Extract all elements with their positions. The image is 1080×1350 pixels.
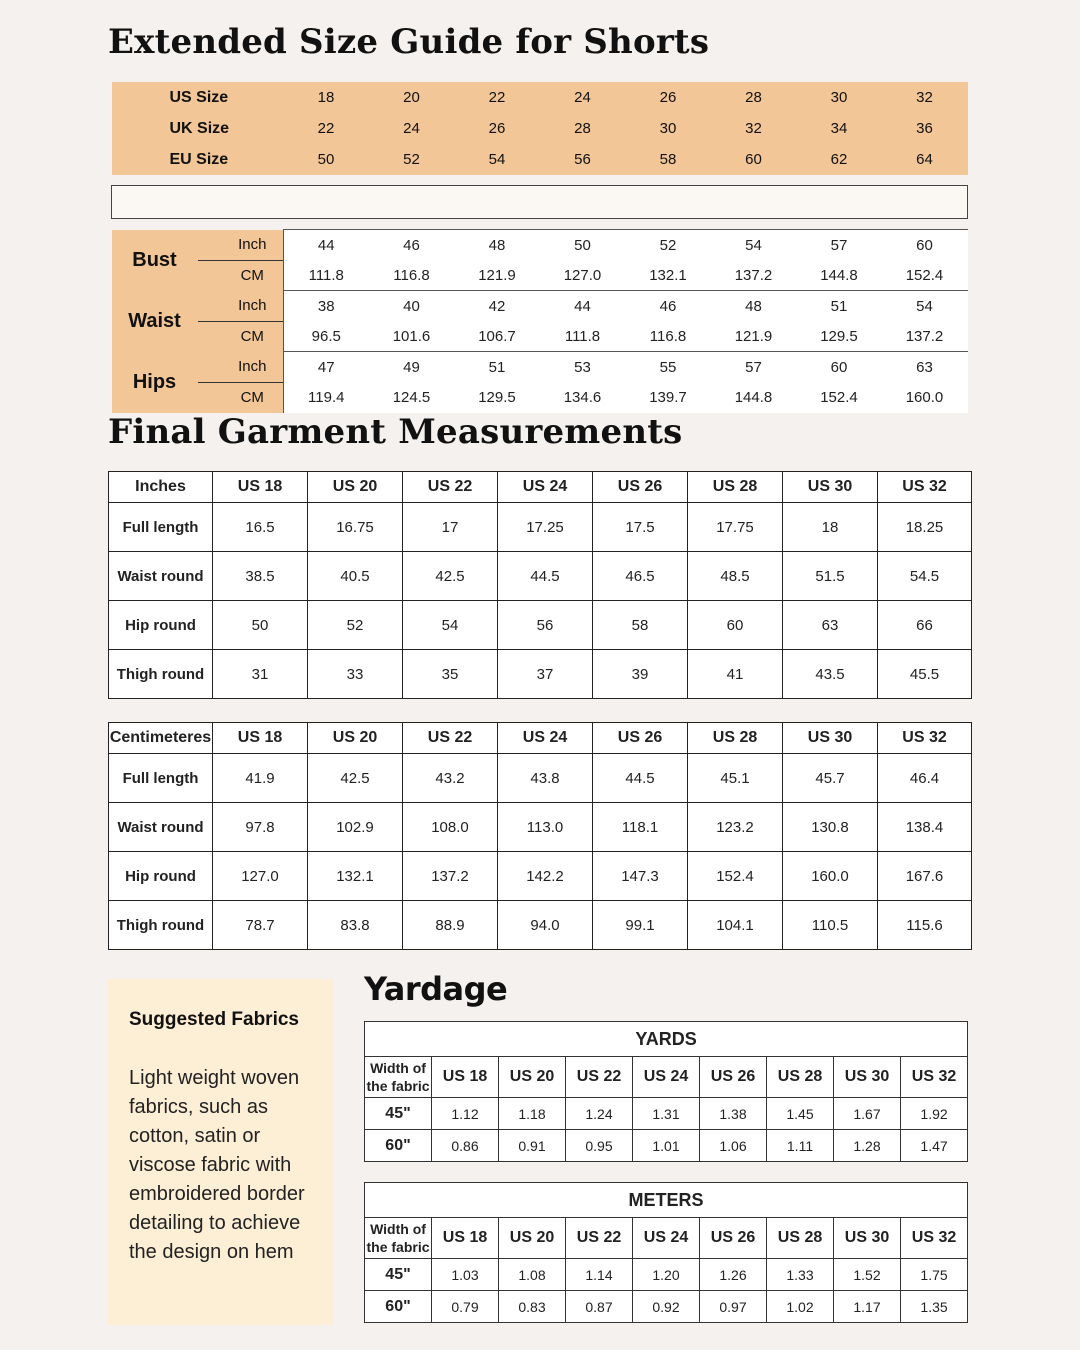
yardage-value: 1.14 xyxy=(566,1259,633,1291)
size-value: 20 xyxy=(369,82,455,113)
row-label: Full length xyxy=(109,503,213,552)
yardage-value: 1.08 xyxy=(499,1259,566,1291)
yardage-value: 1.20 xyxy=(633,1259,700,1291)
yardage-value: 1.03 xyxy=(432,1259,499,1291)
measurement-inch-value: 42 xyxy=(455,291,540,322)
centimeters-table xyxy=(108,722,972,950)
table-row xyxy=(109,901,972,950)
size-value: 50 xyxy=(284,144,369,175)
measurement-name: Bust xyxy=(112,230,198,291)
width-label-line: the fabric xyxy=(366,1239,430,1255)
measurement-inch-value: 57 xyxy=(711,352,797,383)
yardage-value: 1.18 xyxy=(499,1098,566,1130)
table-cell: 17.25 xyxy=(498,503,593,552)
column-header: US 20 xyxy=(499,1057,566,1098)
measurement-inch-value: 60 xyxy=(882,230,968,261)
measurement-name: Hips xyxy=(112,352,198,413)
table-cell: 110.5 xyxy=(783,901,878,950)
size-guide-table xyxy=(111,82,968,413)
measurement-row xyxy=(112,260,968,291)
column-header: US 28 xyxy=(688,723,783,754)
yardage-value: 1.17 xyxy=(834,1291,901,1323)
yardage-value: 1.06 xyxy=(700,1130,767,1162)
unit-label-inch: Inch xyxy=(198,291,284,322)
yardage-value: 1.67 xyxy=(834,1098,901,1130)
yardage-header-row xyxy=(365,1057,968,1098)
yardage-value: 1.01 xyxy=(633,1130,700,1162)
table-cell: 35 xyxy=(403,650,498,699)
column-header: US 30 xyxy=(834,1057,901,1098)
yardage-value: 1.38 xyxy=(700,1098,767,1130)
yardage-unit-header: METERS xyxy=(365,1183,968,1218)
yardage-value: 0.79 xyxy=(432,1291,499,1323)
measurement-cm-value: 144.8 xyxy=(711,382,797,413)
yardage-value: 1.24 xyxy=(566,1098,633,1130)
measurement-inch-value: 38 xyxy=(284,291,369,322)
table-cell: 54 xyxy=(403,601,498,650)
measurement-inch-value: 46 xyxy=(626,291,711,322)
size-value: 52 xyxy=(369,144,455,175)
table-cell: 83.8 xyxy=(308,901,403,950)
table-cell: 44.5 xyxy=(498,552,593,601)
size-value: 30 xyxy=(797,82,882,113)
table-cell: 66 xyxy=(878,601,972,650)
size-value: 54 xyxy=(455,144,540,175)
suggested-fabrics-box xyxy=(108,979,334,1325)
table-cell: 43.8 xyxy=(498,754,593,803)
yardage-value: 1.26 xyxy=(700,1259,767,1291)
table-cell: 132.1 xyxy=(308,852,403,901)
table-cell: 33 xyxy=(308,650,403,699)
table-cell: 45.1 xyxy=(688,754,783,803)
measurement-cm-value: 152.4 xyxy=(797,382,882,413)
measurement-cm-value: 134.6 xyxy=(540,382,626,413)
table-cell: 17 xyxy=(403,503,498,552)
yards-table xyxy=(364,1021,968,1162)
table-row xyxy=(109,754,972,803)
size-system-label: UK Size xyxy=(112,113,284,144)
yardage-title-row xyxy=(365,1183,968,1218)
yardage-row xyxy=(365,1130,968,1162)
yardage-value: 0.86 xyxy=(432,1130,499,1162)
size-value: 28 xyxy=(540,113,626,144)
measurement-cm-value: 144.8 xyxy=(797,260,882,291)
final-measurements-title: Final Garment Measurements xyxy=(108,412,683,452)
measurement-cm-value: 124.5 xyxy=(369,382,455,413)
column-header: US 22 xyxy=(566,1218,633,1259)
size-value: 34 xyxy=(797,113,882,144)
measurement-cm-value: 121.9 xyxy=(711,321,797,352)
column-header: US 20 xyxy=(499,1218,566,1259)
yardage-value: 0.83 xyxy=(499,1291,566,1323)
table-row xyxy=(109,601,972,650)
column-header: US 24 xyxy=(498,472,593,503)
table-cell: 123.2 xyxy=(688,803,783,852)
yardage-value: 1.12 xyxy=(432,1098,499,1130)
column-header: US 24 xyxy=(633,1057,700,1098)
width-of-fabric-label xyxy=(365,1057,432,1098)
fabric-width-label: 45" xyxy=(365,1259,432,1291)
table-cell: 41.9 xyxy=(213,754,308,803)
table-cell: 54.5 xyxy=(878,552,972,601)
measurement-inch-value: 54 xyxy=(711,230,797,261)
measurement-cm-value: 129.5 xyxy=(455,382,540,413)
yardage-row xyxy=(365,1098,968,1130)
size-header-row xyxy=(112,113,968,144)
table-cell: 50 xyxy=(213,601,308,650)
measurement-inch-value: 44 xyxy=(284,230,369,261)
row-label: Hip round xyxy=(109,852,213,901)
yardage-unit-header: YARDS xyxy=(365,1022,968,1057)
row-label: Thigh round xyxy=(109,650,213,699)
table-cell: 160.0 xyxy=(783,852,878,901)
table-cell: 108.0 xyxy=(403,803,498,852)
column-header: US 30 xyxy=(834,1218,901,1259)
table-cell: 115.6 xyxy=(878,901,972,950)
width-of-fabric-label xyxy=(365,1218,432,1259)
size-value: 22 xyxy=(284,113,369,144)
yardage-value: 1.33 xyxy=(767,1259,834,1291)
size-value: 36 xyxy=(882,113,968,144)
size-value: 26 xyxy=(626,82,711,113)
table-cell: 17.75 xyxy=(688,503,783,552)
unit-label-cm: CM xyxy=(198,382,284,413)
yardage-value: 1.92 xyxy=(901,1098,968,1130)
size-value: 24 xyxy=(540,82,626,113)
measurement-name: Waist xyxy=(112,291,198,352)
size-value: 24 xyxy=(369,113,455,144)
measurement-cm-value: 106.7 xyxy=(455,321,540,352)
measurement-cm-value: 111.8 xyxy=(284,260,369,291)
table-cell: 42.5 xyxy=(308,754,403,803)
column-header: US 22 xyxy=(403,472,498,503)
table-cell: 142.2 xyxy=(498,852,593,901)
table-cell: 60 xyxy=(688,601,783,650)
table-cell: 94.0 xyxy=(498,901,593,950)
table-cell: 97.8 xyxy=(213,803,308,852)
column-header: US 28 xyxy=(767,1218,834,1259)
measurement-cm-value: 129.5 xyxy=(797,321,882,352)
unit-label-cm: CM xyxy=(198,321,284,352)
yardage-value: 0.91 xyxy=(499,1130,566,1162)
table-cell: 46.5 xyxy=(593,552,688,601)
table-cell: 45.5 xyxy=(878,650,972,699)
column-header: US 30 xyxy=(783,472,878,503)
unit-label-inch: Inch xyxy=(198,352,284,383)
column-header: US 24 xyxy=(633,1218,700,1259)
measurement-inch-value: 47 xyxy=(284,352,369,383)
measurement-inch-value: 51 xyxy=(455,352,540,383)
table-cell: 43.5 xyxy=(783,650,878,699)
size-value: 58 xyxy=(626,144,711,175)
fabric-width-label: 60" xyxy=(365,1130,432,1162)
yardage-value: 1.47 xyxy=(901,1130,968,1162)
table-cell: 99.1 xyxy=(593,901,688,950)
table-cell: 118.1 xyxy=(593,803,688,852)
meters-table xyxy=(364,1182,968,1323)
size-value: 28 xyxy=(711,82,797,113)
yardage-value: 0.97 xyxy=(700,1291,767,1323)
table-cell: 31 xyxy=(213,650,308,699)
table-cell: 137.2 xyxy=(403,852,498,901)
yardage-value: 1.52 xyxy=(834,1259,901,1291)
size-header-row xyxy=(112,82,968,113)
yardage-value: 1.02 xyxy=(767,1291,834,1323)
size-header-row xyxy=(112,144,968,175)
measurement-cm-value: 152.4 xyxy=(882,260,968,291)
column-header: US 26 xyxy=(593,723,688,754)
column-header: US 30 xyxy=(783,723,878,754)
measurement-inch-value: 53 xyxy=(540,352,626,383)
table-cell: 152.4 xyxy=(688,852,783,901)
table-cell: 88.9 xyxy=(403,901,498,950)
measurement-row xyxy=(112,382,968,413)
table-row xyxy=(109,852,972,901)
yardage-value: 0.95 xyxy=(566,1130,633,1162)
table-corner-label: Centimeteres xyxy=(109,723,213,754)
table-cell: 40.5 xyxy=(308,552,403,601)
table-header-row xyxy=(109,472,972,503)
measurement-cm-value: 116.8 xyxy=(626,321,711,352)
size-value: 18 xyxy=(284,82,369,113)
measurement-cm-value: 137.2 xyxy=(882,321,968,352)
measurement-cm-value: 119.4 xyxy=(284,382,369,413)
unit-label-cm: CM xyxy=(198,260,284,291)
measurement-row xyxy=(112,291,968,322)
table-cell: 104.1 xyxy=(688,901,783,950)
table-cell: 52 xyxy=(308,601,403,650)
column-header: US 32 xyxy=(878,472,972,503)
measurement-inch-value: 55 xyxy=(626,352,711,383)
yardage-value: 1.45 xyxy=(767,1098,834,1130)
yardage-value: 1.11 xyxy=(767,1130,834,1162)
yardage-value: 0.87 xyxy=(566,1291,633,1323)
size-value: 64 xyxy=(882,144,968,175)
column-header: US 26 xyxy=(700,1218,767,1259)
measurement-row xyxy=(112,352,968,383)
table-header-row xyxy=(109,723,972,754)
measurement-inch-value: 40 xyxy=(369,291,455,322)
yardage-value: 1.35 xyxy=(901,1291,968,1323)
column-header: US 26 xyxy=(700,1057,767,1098)
size-value: 26 xyxy=(455,113,540,144)
yardage-value: 1.75 xyxy=(901,1259,968,1291)
measurement-row xyxy=(112,321,968,352)
blank-band xyxy=(112,186,968,219)
column-header: US 28 xyxy=(767,1057,834,1098)
table-cell: 102.9 xyxy=(308,803,403,852)
yardage-value: 1.28 xyxy=(834,1130,901,1162)
column-header: US 32 xyxy=(901,1057,968,1098)
row-label: Waist round xyxy=(109,552,213,601)
measurement-inch-value: 54 xyxy=(882,291,968,322)
measurement-cm-value: 160.0 xyxy=(882,382,968,413)
table-cell: 130.8 xyxy=(783,803,878,852)
measurement-inch-value: 52 xyxy=(626,230,711,261)
table-cell: 58 xyxy=(593,601,688,650)
size-value: 32 xyxy=(882,82,968,113)
table-cell: 45.7 xyxy=(783,754,878,803)
column-header: US 20 xyxy=(308,723,403,754)
column-header: US 18 xyxy=(213,472,308,503)
table-cell: 41 xyxy=(688,650,783,699)
width-label-line: the fabric xyxy=(366,1078,430,1094)
yardage-header-row xyxy=(365,1218,968,1259)
yardage-row xyxy=(365,1259,968,1291)
table-cell: 51.5 xyxy=(783,552,878,601)
measurement-cm-value: 139.7 xyxy=(626,382,711,413)
yardage-row xyxy=(365,1291,968,1323)
size-value: 32 xyxy=(711,113,797,144)
size-system-label: US Size xyxy=(112,82,284,113)
column-header: US 26 xyxy=(593,472,688,503)
table-cell: 39 xyxy=(593,650,688,699)
fabrics-description: Light weight woven fabrics, such as cotton, satin or viscose fabric with embroidered border detailing to achieve the design on hem xyxy=(129,1067,305,1263)
width-label-line: Width of xyxy=(370,1060,426,1076)
measurement-inch-value: 48 xyxy=(455,230,540,261)
measurement-inch-value: 60 xyxy=(797,352,882,383)
size-value: 60 xyxy=(711,144,797,175)
measurement-inch-value: 51 xyxy=(797,291,882,322)
table-cell: 44.5 xyxy=(593,754,688,803)
yardage-value: 0.92 xyxy=(633,1291,700,1323)
size-value: 30 xyxy=(626,113,711,144)
column-header: US 22 xyxy=(566,1057,633,1098)
table-cell: 18.25 xyxy=(878,503,972,552)
table-cell: 56 xyxy=(498,601,593,650)
size-value: 22 xyxy=(455,82,540,113)
table-cell: 127.0 xyxy=(213,852,308,901)
table-cell: 16.5 xyxy=(213,503,308,552)
row-label: Waist round xyxy=(109,803,213,852)
table-cell: 46.4 xyxy=(878,754,972,803)
measurement-cm-value: 116.8 xyxy=(369,260,455,291)
table-cell: 138.4 xyxy=(878,803,972,852)
table-cell: 78.7 xyxy=(213,901,308,950)
table-cell: 48.5 xyxy=(688,552,783,601)
column-header: US 18 xyxy=(432,1057,499,1098)
column-header: US 22 xyxy=(403,723,498,754)
table-row xyxy=(109,552,972,601)
size-value: 62 xyxy=(797,144,882,175)
measurement-cm-value: 132.1 xyxy=(626,260,711,291)
measurement-row xyxy=(112,230,968,261)
column-header: US 18 xyxy=(432,1218,499,1259)
column-header: US 18 xyxy=(213,723,308,754)
column-header: US 32 xyxy=(901,1218,968,1259)
measurement-inch-value: 48 xyxy=(711,291,797,322)
table-cell: 147.3 xyxy=(593,852,688,901)
measurement-inch-value: 63 xyxy=(882,352,968,383)
measurement-cm-value: 121.9 xyxy=(455,260,540,291)
table-cell: 42.5 xyxy=(403,552,498,601)
measurement-cm-value: 111.8 xyxy=(540,321,626,352)
table-cell: 43.2 xyxy=(403,754,498,803)
unit-label-inch: Inch xyxy=(198,230,284,261)
measurement-inch-value: 46 xyxy=(369,230,455,261)
measurement-cm-value: 127.0 xyxy=(540,260,626,291)
measurement-inch-value: 44 xyxy=(540,291,626,322)
table-row xyxy=(109,803,972,852)
measurement-inch-value: 57 xyxy=(797,230,882,261)
fabric-width-label: 60" xyxy=(365,1291,432,1323)
table-cell: 38.5 xyxy=(213,552,308,601)
inches-table xyxy=(108,471,972,699)
table-cell: 113.0 xyxy=(498,803,593,852)
measurement-cm-value: 137.2 xyxy=(711,260,797,291)
measurement-cm-value: 96.5 xyxy=(284,321,369,352)
column-header: US 32 xyxy=(878,723,972,754)
table-cell: 37 xyxy=(498,650,593,699)
table-cell: 63 xyxy=(783,601,878,650)
table-cell: 18 xyxy=(783,503,878,552)
table-corner-label: Inches xyxy=(109,472,213,503)
width-label-line: Width of xyxy=(370,1221,426,1237)
yardage-title-row xyxy=(365,1022,968,1057)
table-cell: 16.75 xyxy=(308,503,403,552)
yardage-title: Yardage xyxy=(364,970,508,1008)
measurement-cm-value: 101.6 xyxy=(369,321,455,352)
table-row xyxy=(109,503,972,552)
size-system-label: EU Size xyxy=(112,144,284,175)
row-label: Thigh round xyxy=(109,901,213,950)
table-row xyxy=(109,650,972,699)
table-cell: 17.5 xyxy=(593,503,688,552)
table-cell: 167.6 xyxy=(878,852,972,901)
row-label: Hip round xyxy=(109,601,213,650)
column-header: US 28 xyxy=(688,472,783,503)
yardage-value: 1.31 xyxy=(633,1098,700,1130)
fabric-width-label: 45" xyxy=(365,1098,432,1130)
size-value: 56 xyxy=(540,144,626,175)
column-header: US 24 xyxy=(498,723,593,754)
size-guide-title: Extended Size Guide for Shorts xyxy=(108,22,710,62)
fabrics-title: Suggested Fabrics xyxy=(129,1009,299,1030)
column-header: US 20 xyxy=(308,472,403,503)
measurement-inch-value: 49 xyxy=(369,352,455,383)
measurement-inch-value: 50 xyxy=(540,230,626,261)
row-label: Full length xyxy=(109,754,213,803)
